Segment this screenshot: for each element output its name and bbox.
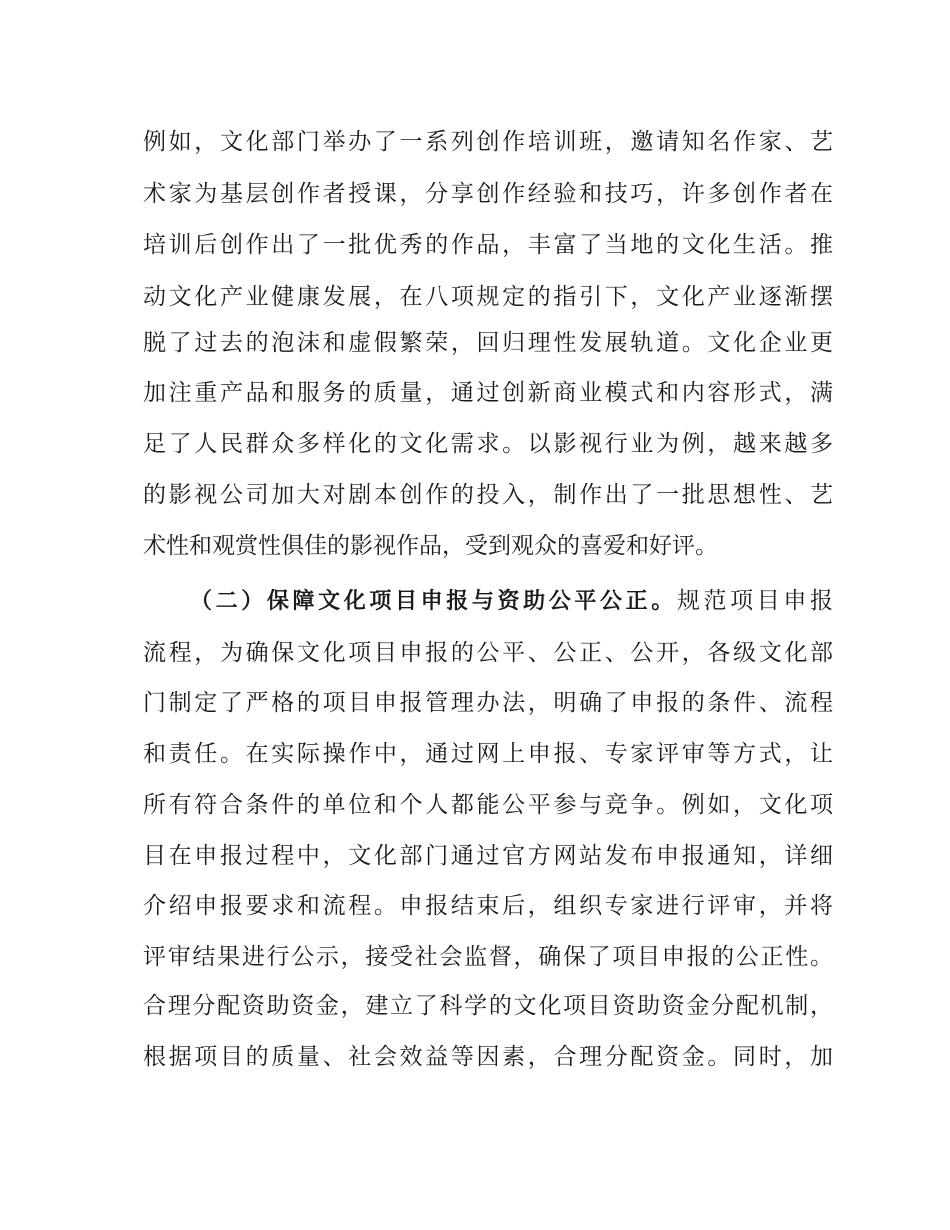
paragraph-2-line-5: 所有符合条件的单位和个人都能公平参与竞争。例如，文化项 xyxy=(143,792,833,818)
paragraph-2-line-4: 和责任。在实际操作中，通过网上申报、专家评审等方式，让 xyxy=(143,741,833,767)
paragraph-2-line-9: 合理分配资助资金，建立了科学的文化项目资助资金分配机制， xyxy=(143,993,833,1019)
paragraph-2-line-7: 介绍申报要求和流程。申报结束后，组织专家进行评审，并将 xyxy=(143,893,833,919)
paragraph-2-line-8: 评审结果进行公示，接受社会监督，确保了项目申报的公正性。 xyxy=(143,944,833,970)
paragraph-2-line-2: 流程，为确保文化项目申报的公平、公正、公开，各级文化部 xyxy=(143,640,833,666)
paragraph-2-line-1-rest: 规范项目申报 xyxy=(676,588,833,614)
paragraph-2-line-10: 根据项目的质量、社会效益等因素，合理分配资金。同时，加 xyxy=(143,1044,833,1070)
paragraph-1-line-9: 术性和观赏性俱佳的影视作品，受到观众的喜爱和好评。 xyxy=(143,533,718,559)
paragraph-1-line-6: 加注重产品和服务的质量，通过创新商业模式和内容形式，满 xyxy=(143,380,833,406)
paragraph-2-line-6: 目在申报过程中，文化部门通过官方网站发布申报通知，详细 xyxy=(143,843,833,869)
paragraph-2-line-3: 门制定了严格的项目申报管理办法，明确了申报的条件、流程 xyxy=(143,690,833,716)
paragraph-1-line-4: 动文化产业健康发展，在八项规定的指引下，文化产业逐渐摆 xyxy=(143,284,833,310)
paragraph-1-line-1: 例如，文化部门举办了一系列创作培训班，邀请知名作家、艺 xyxy=(143,129,833,155)
section-heading: （二）保障文化项目申报与资助公平公正。 xyxy=(190,589,677,614)
paragraph-1-line-7: 足了人民群众多样化的文化需求。以影视行业为例，越来越多 xyxy=(143,431,833,457)
paragraph-1-line-2: 术家为基层创作者授课，分享创作经验和技巧，许多创作者在 xyxy=(143,181,833,207)
paragraph-1-line-3: 培训后创作出了一批优秀的作品，丰富了当地的文化生活。推 xyxy=(143,232,833,258)
paragraph-2-line-1 xyxy=(190,583,833,619)
paragraph-1-line-8: 的影视公司加大对剧本创作的投入，制作出了一批思想性、艺 xyxy=(143,482,833,508)
paragraph-1-line-5: 脱了过去的泡沫和虚假繁荣，回归理性发展轨道。文化企业更 xyxy=(143,330,833,356)
